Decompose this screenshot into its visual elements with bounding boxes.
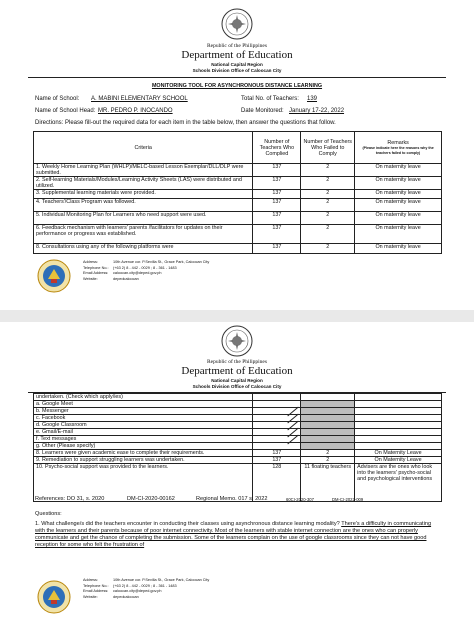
- table-row: [34, 244, 442, 254]
- criteria-cell: 4. Teachers'/Class Program was followed.: [34, 199, 253, 212]
- criteria-cell: 8. Learners were given academic ease to complete their requirements.: [34, 450, 253, 457]
- school-head-value: MR. PEDRO P. INOCANDO: [98, 108, 173, 114]
- complied-cell: 137: [253, 164, 301, 177]
- school-name-value: A. MABINI ELEMENTARY SCHOOL: [91, 96, 188, 102]
- failed-cell: 2: [301, 225, 355, 244]
- complied-cell: 137: [253, 450, 301, 457]
- table-row: [34, 401, 442, 408]
- failed-cell: 2: [301, 199, 355, 212]
- complied-cell: 137: [253, 190, 301, 199]
- complied-cell: 137: [253, 225, 301, 244]
- document-page-2: [0, 322, 474, 632]
- deped-seal-icon: [221, 8, 253, 40]
- failed-cell: [301, 429, 355, 436]
- division-text: Schools Division Office of Caloocan City: [192, 384, 282, 389]
- reference-memo-2: Regional Memo. 017 s. 2022: [196, 496, 268, 502]
- remarks-cell: [355, 436, 442, 443]
- total-teachers-label: Total No. of Teachers:: [241, 96, 299, 102]
- failed-cell: [301, 394, 355, 401]
- remarks-cell: On Maternity Leave: [355, 450, 442, 457]
- department-title: Department of Education: [181, 365, 293, 377]
- remarks-cell: On maternity leave: [355, 225, 442, 244]
- header-divider: [28, 77, 446, 78]
- reference-memo-1: DM-CI-2020-00162: [127, 496, 175, 502]
- remarks-cell: On maternity leave: [355, 190, 442, 199]
- failed-cell: [301, 408, 355, 415]
- criteria-cell: 5. Individual Monitoring Plan for Learners who need support were used.: [34, 212, 253, 225]
- phone-label: Telephone No.:: [83, 583, 109, 588]
- criteria-cell: d. Google Classroom: [34, 422, 253, 429]
- remarks-header: [355, 132, 442, 164]
- website-label: Website:: [83, 594, 98, 599]
- school-head-label: Name of School Head:: [35, 108, 96, 114]
- table-row: [34, 450, 442, 457]
- remarks-cell: On maternity leave: [355, 177, 442, 190]
- complied-cell: [253, 443, 301, 450]
- website-label: Website:: [83, 276, 98, 281]
- region-text: National Capital Region: [211, 378, 263, 383]
- date-monitored-label: Date Monitored:: [241, 108, 284, 114]
- email-label: Email Address:: [83, 589, 109, 594]
- remarks-cell: On maternity leave: [355, 199, 442, 212]
- table-row: [34, 429, 442, 436]
- criteria-cell: 1. Weekly Home Learning Plan (WHLP)/MELC-based Lesson Exemplar/DLL/DLP were submitted.: [34, 164, 253, 177]
- criteria-cell: 2. Self-learning Materials/Modules/Learning Activity Sheets (LAS) were distributed and utilized.: [34, 177, 253, 190]
- address-value: 10th Avenue cor. P.Sevilla St., Grace Park, Caloocan City: [113, 260, 210, 264]
- table-row: [34, 177, 442, 190]
- criteria-cell: b. Messenger: [34, 408, 253, 415]
- complied-cell: 137: [253, 457, 301, 464]
- email-value[interactable]: caloocan.city@deped.gov.ph: [113, 589, 162, 594]
- failed-cell: [301, 401, 355, 408]
- criteria-cell: 8. Consultations using any of the following platforms were: [34, 244, 253, 254]
- remarks-header-note: (Please indicate here the reasons why the teachers failed to comply): [362, 146, 434, 155]
- remarks-cell: Advisers are the ones who look into the learners' psycho-social and psychological interventions: [355, 464, 442, 502]
- failed-cell: 2: [301, 457, 355, 464]
- criteria-cell: c. Facebook: [34, 415, 253, 422]
- division-logo-icon: [37, 259, 71, 293]
- date-monitored-value: January 17-22, 2022: [289, 108, 345, 114]
- deped-seal-icon: [221, 325, 253, 357]
- failed-cell: [301, 415, 355, 422]
- references-label: References: DO 31, s. 2020: [35, 496, 105, 502]
- complied-cell: 137: [253, 244, 301, 254]
- failed-cell: 2: [301, 190, 355, 199]
- complied-cell: 128: [253, 464, 301, 502]
- failed-cell: [301, 443, 355, 450]
- failed-cell: 2: [301, 212, 355, 225]
- republic-text: Republic of the Philippines: [206, 359, 268, 365]
- criteria-header: Criteria: [34, 132, 253, 164]
- reference-memo-3: 60CI-2020-307: [286, 497, 314, 502]
- table-row: [34, 164, 442, 177]
- republic-text: Republic of the Philippines: [206, 43, 268, 49]
- complied-cell: [253, 394, 301, 401]
- address-label: Address:: [83, 260, 98, 264]
- document-page-1: [0, 0, 474, 310]
- criteria-cell: f. Text messages: [34, 436, 253, 443]
- criteria-table-2: [33, 393, 442, 502]
- table-row: [34, 436, 442, 443]
- table-row: [34, 190, 442, 199]
- failed-cell: 11 floating teachers: [301, 464, 355, 502]
- questions-label: Questions:: [35, 511, 62, 517]
- complied-header: Number of Teachers Who Complied: [253, 132, 301, 164]
- complied-cell: 137: [253, 177, 301, 190]
- question-1-text: 1. What challenge/s did the teachers encounter in conducting their classes using asynchronous distance learning modality?: [35, 521, 340, 527]
- failed-cell: 2: [301, 164, 355, 177]
- complied-cell: 137: [253, 199, 301, 212]
- complied-cell: [253, 401, 301, 408]
- failed-cell: 2: [301, 450, 355, 457]
- failed-header: Number of Teachers Who Failed to Comply: [301, 132, 355, 164]
- table-row: [34, 212, 442, 225]
- failed-cell: 2: [301, 177, 355, 190]
- table-row: [34, 408, 442, 415]
- criteria-table-1: [33, 131, 442, 254]
- remarks-cell: [355, 408, 442, 415]
- criteria-cell: a. Google Meet: [34, 401, 253, 408]
- table-row: [34, 415, 442, 422]
- phone-value: (+63 2) 8 - 442 - 0029 ; 8 - 361 - 1483: [113, 265, 177, 270]
- failed-cell: [301, 436, 355, 443]
- criteria-cell: 6. Feedback mechanism with learners' parents /facilitators for updates on their performance or progress was established.: [34, 225, 253, 244]
- table-row: [34, 422, 442, 429]
- total-teachers-value: 139: [307, 96, 318, 102]
- address-label: Address:: [83, 578, 98, 582]
- department-title: Department of Education: [181, 49, 293, 61]
- table-header-row: [34, 132, 442, 164]
- division-text: Schools Division Office of Caloocan City: [192, 68, 282, 73]
- directions-text: Directions: Please fill-out the required data for each item in the table below, then answer the questions that follow.: [35, 120, 336, 126]
- failed-cell: [301, 422, 355, 429]
- criteria-cell: 9. Remediation to support struggling learners was undertaken.: [34, 457, 253, 464]
- region-text: National Capital Region: [211, 62, 263, 67]
- criteria-cell: e. Gmail/E-mail: [34, 429, 253, 436]
- school-name-label: Name of School:: [35, 96, 80, 102]
- table-row: [34, 443, 442, 450]
- criteria-cell: undertaken. (Check which apply/ies): [34, 394, 253, 401]
- remarks-cell: [355, 401, 442, 408]
- remarks-cell: [355, 429, 442, 436]
- remarks-cell: On maternity leave: [355, 212, 442, 225]
- remarks-cell: On maternity leave: [355, 164, 442, 177]
- answer-1-text: There's a difficulty in communicating with the learners and their parents because of poor internet connectivity. Most of the learners with stable internet connection are the ones who can properly communicate and get the chance of completing the submission. Some of the learners complain on the use of google classrooms since they can not have good reception for some who felt the frustration of: [35, 521, 432, 548]
- remarks-header-label: Remarks: [387, 140, 409, 147]
- criteria-cell: g. Other (Please specify): [34, 443, 253, 450]
- reference-memo-4: DM-CI-2022-009: [332, 497, 364, 502]
- document-title: MONITORING TOOL FOR ASYNCHRONOUS DISTANCE LEARNING: [151, 83, 323, 89]
- criteria-cell: 10. Psycho-social support was provided to the learners.: [34, 464, 253, 502]
- criteria-cell: 3. Supplemental learning materials were provided.: [34, 190, 253, 199]
- table-row: [34, 394, 442, 401]
- table-row: [34, 225, 442, 244]
- remarks-cell: On Maternity Leave: [355, 457, 442, 464]
- remarks-cell: [355, 422, 442, 429]
- table-row: [34, 199, 442, 212]
- remarks-cell: [355, 415, 442, 422]
- address-value: 10th Avenue cor. P.Sevilla St., Grace Park, Caloocan City: [113, 578, 210, 582]
- website-value[interactable]: depedcaloocan: [113, 276, 139, 281]
- website-value[interactable]: depedcaloocan: [113, 594, 139, 599]
- footer-contact-block: [83, 260, 209, 282]
- email-label: Email Address:: [83, 271, 109, 276]
- table-row: [34, 457, 442, 464]
- division-logo-icon: [37, 580, 71, 614]
- failed-cell: 2: [301, 244, 355, 254]
- remarks-cell: [355, 443, 442, 450]
- email-value[interactable]: caloocan.city@deped.gov.ph: [113, 271, 162, 276]
- footer-contact-block: [83, 578, 209, 600]
- question-1-block: [35, 521, 441, 549]
- complied-cell: 137: [253, 212, 301, 225]
- phone-label: Telephone No.:: [83, 265, 109, 270]
- remarks-cell: [355, 394, 442, 401]
- phone-value: (+63 2) 8 - 442 - 0029 ; 8 - 361 - 1483: [113, 583, 177, 588]
- remarks-cell: On maternity leave: [355, 244, 442, 254]
